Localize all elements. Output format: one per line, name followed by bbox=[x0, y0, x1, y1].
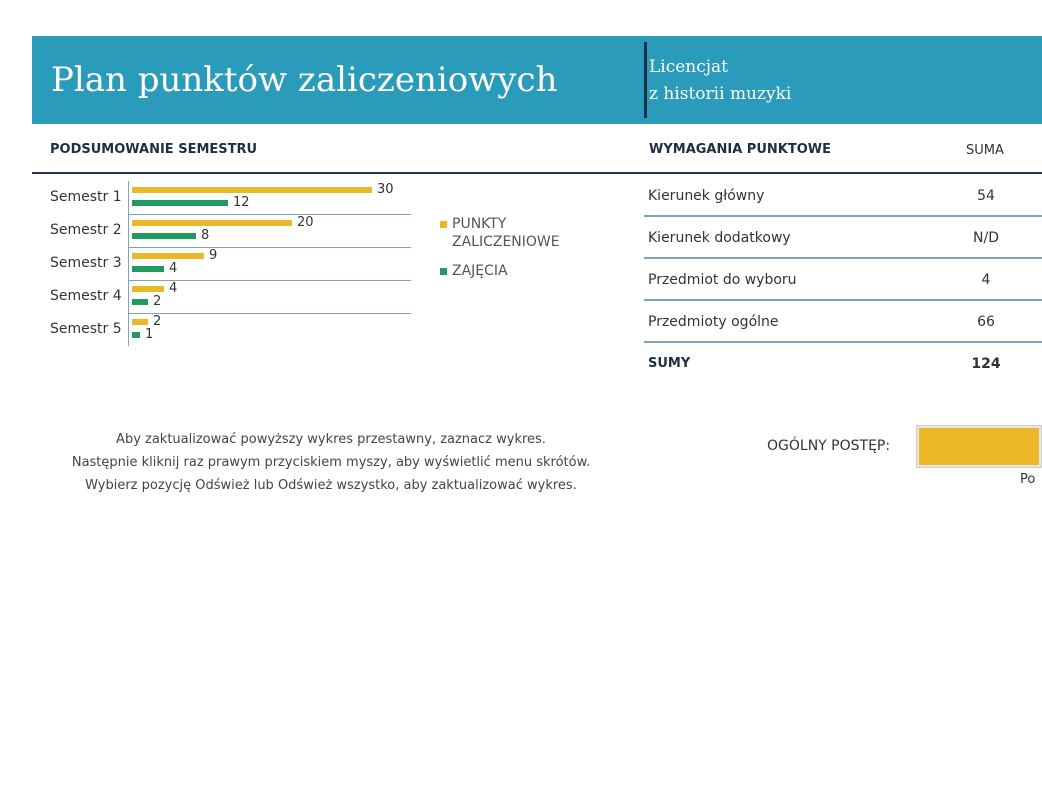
requirement-name: Przedmiot do wyboru bbox=[648, 272, 797, 288]
legend-label-classes: ZAJĘCIA bbox=[452, 263, 508, 279]
chart-data-label: 12 bbox=[233, 195, 250, 210]
degree-info bbox=[649, 54, 791, 108]
note-line-3: Wybierz pozycję Odśwież lub Odśwież wszystko, aby zaktualizować wykres. bbox=[85, 478, 577, 493]
legend-label-credits-line1: PUNKTY bbox=[452, 216, 507, 232]
requirement-total: 54 bbox=[977, 188, 995, 204]
legend-label-credits bbox=[452, 215, 560, 251]
chart-bar-classes bbox=[132, 332, 140, 338]
chart-bar-credits bbox=[132, 319, 148, 325]
chart-refresh-note bbox=[50, 428, 612, 497]
chart-axis bbox=[128, 181, 129, 346]
chart-bar-credits bbox=[132, 187, 372, 193]
chart-data-label: 4 bbox=[169, 261, 178, 276]
chart-bar-credits bbox=[132, 253, 204, 259]
chart-category-label: Semestr 5 bbox=[50, 321, 122, 337]
legend-swatch-classes bbox=[440, 268, 447, 275]
overall-progress-fill bbox=[919, 428, 1039, 465]
total-column-header: SUMA bbox=[966, 143, 1004, 158]
page-title: Plan punktów zaliczeniowych bbox=[51, 60, 558, 100]
chart-bar-credits bbox=[132, 220, 292, 226]
requirement-total: N/D bbox=[973, 230, 999, 246]
chart-category-label: Semestr 3 bbox=[50, 255, 122, 271]
chart-gridline bbox=[128, 313, 411, 314]
table-row-divider bbox=[644, 215, 1042, 217]
requirement-total: 4 bbox=[981, 272, 991, 288]
chart-data-label: 1 bbox=[145, 327, 154, 342]
chart-category-label: Semestr 4 bbox=[50, 288, 122, 304]
table-row-divider bbox=[644, 257, 1042, 259]
progress-caption: Po bbox=[1020, 472, 1036, 487]
chart-bar-classes bbox=[132, 266, 164, 272]
chart-data-label: 9 bbox=[209, 248, 218, 263]
chart-category-label: Semestr 1 bbox=[50, 189, 122, 205]
sums-label: SUMY bbox=[648, 356, 691, 371]
chart-data-label: 8 bbox=[201, 228, 210, 243]
degree-line-2: z historii muzyki bbox=[649, 84, 792, 104]
chart-gridline bbox=[128, 247, 411, 248]
chart-data-label: 20 bbox=[297, 215, 314, 230]
degree-line-1: Licencjat bbox=[649, 57, 729, 77]
requirement-name: Kierunek główny bbox=[648, 188, 765, 204]
legend-swatch-credits bbox=[440, 221, 447, 228]
semester-summary-heading: PODSUMOWANIE SEMESTRU bbox=[50, 142, 258, 157]
requirement-name: Kierunek dodatkowy bbox=[648, 230, 791, 246]
chart-data-label: 2 bbox=[153, 294, 162, 309]
table-row-divider bbox=[644, 341, 1042, 343]
overall-progress-bar bbox=[916, 425, 1042, 468]
chart-data-label: 4 bbox=[169, 281, 178, 296]
chart-data-label: 30 bbox=[377, 182, 394, 197]
requirement-name: Przedmioty ogólne bbox=[648, 314, 779, 330]
section-header-rule bbox=[32, 172, 1042, 174]
chart-bar-classes bbox=[132, 233, 196, 239]
header-divider bbox=[644, 42, 647, 118]
requirement-total: 66 bbox=[977, 314, 995, 330]
note-line-1: Aby zaktualizować powyższy wykres przestawny, zaznacz wykres. bbox=[116, 432, 546, 447]
sums-total: 124 bbox=[971, 356, 1001, 372]
note-line-2: Następnie kliknij raz prawym przyciskiem myszy, aby wyświetlić menu skrótów. bbox=[71, 455, 591, 470]
chart-category-label: Semestr 2 bbox=[50, 222, 122, 238]
header-banner bbox=[32, 36, 1042, 124]
overall-progress-label: OGÓLNY POSTĘP: bbox=[767, 438, 891, 454]
chart-gridline bbox=[128, 214, 411, 215]
requirements-heading: WYMAGANIA PUNKTOWE bbox=[649, 142, 831, 157]
table-row-divider bbox=[644, 299, 1042, 301]
chart-bar-classes bbox=[132, 299, 148, 305]
chart-bar-classes bbox=[132, 200, 228, 206]
chart-data-label: 2 bbox=[153, 314, 162, 329]
chart-bar-credits bbox=[132, 286, 164, 292]
legend-label-credits-line2: ZALICZENIOWE bbox=[452, 234, 560, 250]
